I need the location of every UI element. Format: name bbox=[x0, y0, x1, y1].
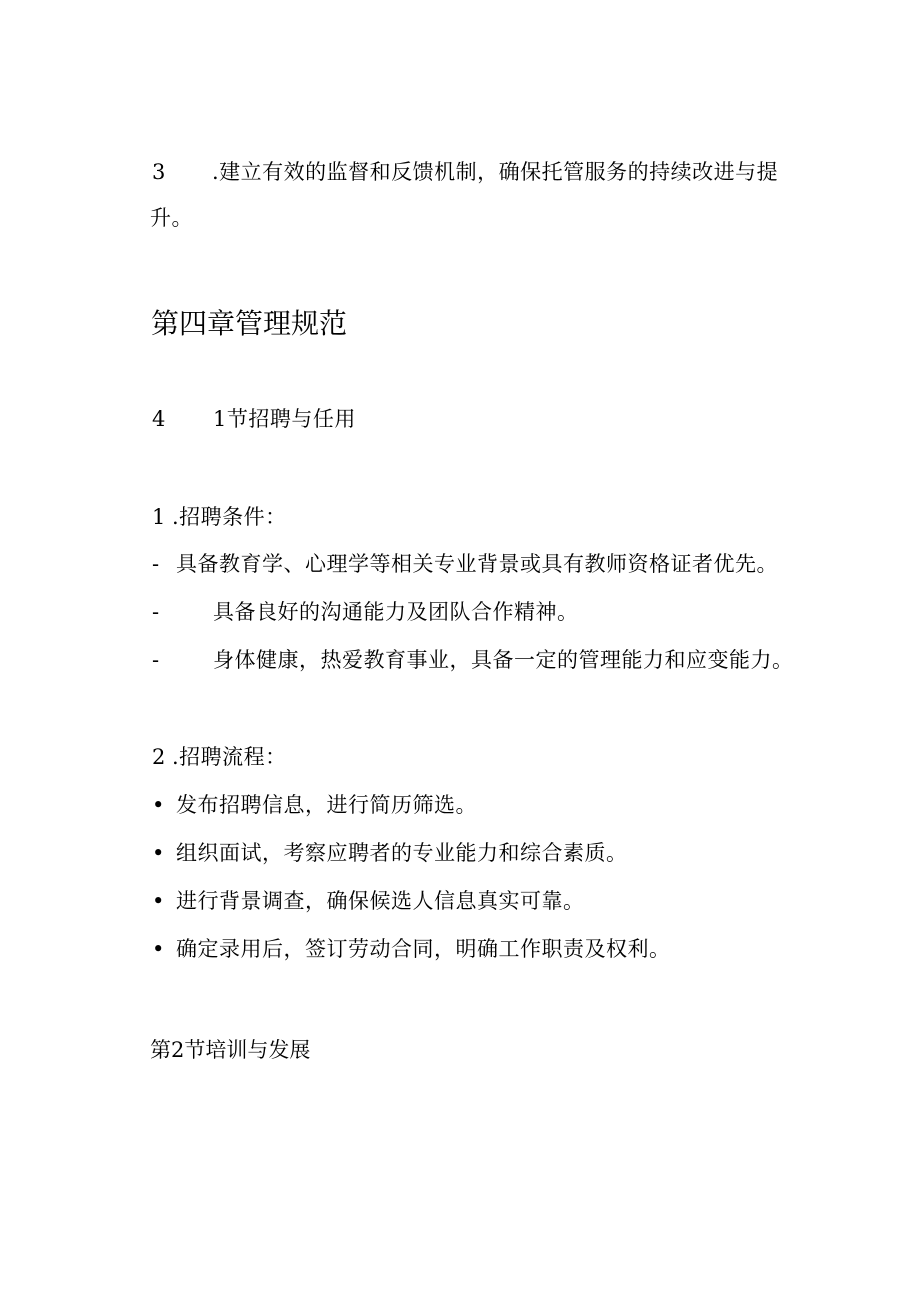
process-heading: .招聘流程： bbox=[172, 745, 287, 769]
item-3-text-line-2: 升。 bbox=[150, 206, 193, 230]
conditions-item-1: 具备教育学、心理学等相关专业背景或具有教师资格证者优先。 bbox=[176, 552, 778, 576]
process-item-1: 发布招聘信息，进行简历筛选。 bbox=[176, 793, 477, 817]
section-1-number: 4 bbox=[152, 407, 166, 431]
conditions-dash-3: - bbox=[152, 648, 160, 672]
conditions-dash-2: - bbox=[152, 600, 160, 624]
item-3-number: 3 bbox=[152, 160, 166, 184]
conditions-item-3: 身体健康，热爱教育事业，具备一定的管理能力和应变能力。 bbox=[213, 648, 794, 672]
conditions-dash-1: - bbox=[152, 552, 160, 576]
process-number: 2 bbox=[152, 745, 166, 769]
process-bullet-4: • bbox=[152, 937, 165, 961]
process-bullet-3: • bbox=[152, 889, 165, 913]
item-3-text-line-1: .建立有效的监督和反馈机制，确保托管服务的持续改进与提 bbox=[212, 160, 779, 184]
section-1-title: 1节招聘与任用 bbox=[213, 407, 356, 431]
process-bullet-1: • bbox=[152, 793, 165, 817]
chapter-title: 第四章管理规范 bbox=[151, 307, 348, 340]
process-item-4: 确定录用后，签订劳动合同，明确工作职责及权利。 bbox=[176, 937, 671, 961]
conditions-item-2: 具备良好的沟通能力及团队合作精神。 bbox=[213, 600, 579, 624]
process-bullet-2: • bbox=[152, 841, 165, 865]
conditions-number: 1 bbox=[152, 505, 166, 529]
conditions-heading: .招聘条件： bbox=[172, 505, 287, 529]
process-item-2: 组织面试，考察应聘者的专业能力和综合素质。 bbox=[176, 841, 628, 865]
section-2-title: 第2节培训与发展 bbox=[150, 1038, 311, 1062]
process-item-3: 进行背景调查，确保候选人信息真实可靠。 bbox=[176, 889, 585, 913]
